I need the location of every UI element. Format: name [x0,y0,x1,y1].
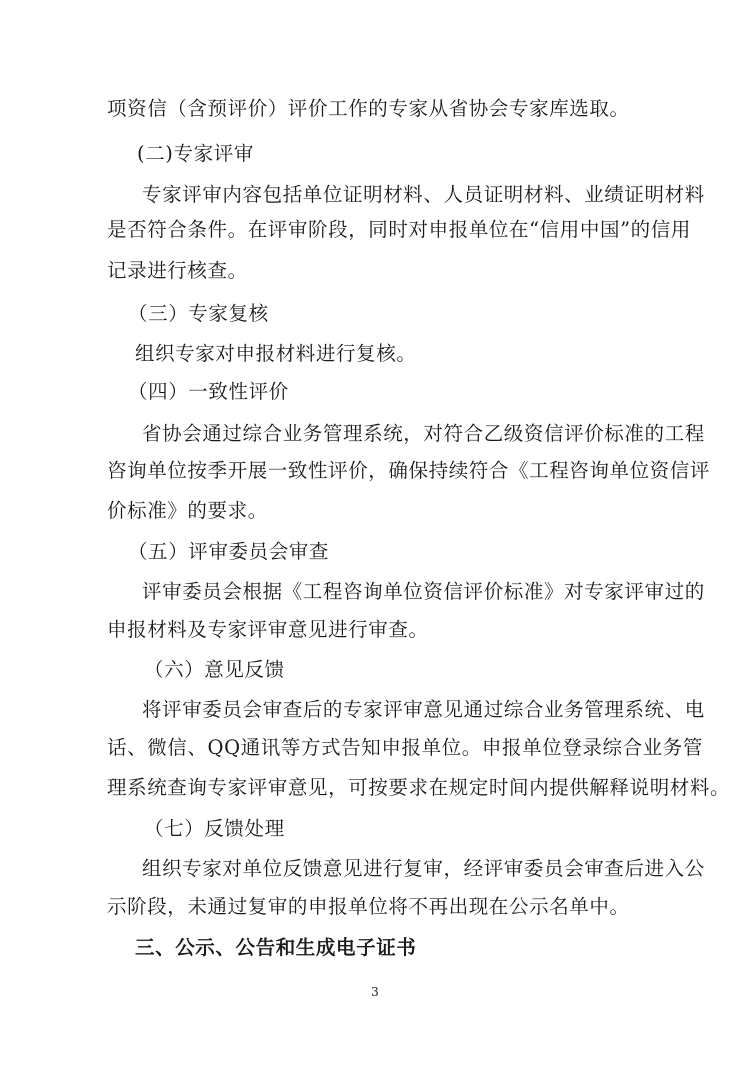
section-heading-6: （六）意见反馈 [144,658,285,681]
paragraph-line: 记录进行核查。 [107,259,248,282]
page-number: 3 [371,985,379,999]
section-heading-3: （三）专家复核 [128,302,269,325]
paragraph-line: 话、微信、QQ通讯等方式告知申报单位。申报单位登录综合业务管 [107,736,703,759]
paragraph-line: 评审委员会根据《工程咨询单位资信评价标准》对专家评审过的 [142,580,705,603]
chapter-heading: 三、公示、公告和生成电子证书 [135,936,417,959]
paragraph-line: 咨询单位按季开展一致性评价，确保持续符合《工程咨询单位资信评 [107,459,711,482]
paragraph-line: 理系统查询专家评审意见，可按要求在规定时间内提供解释说明材料。 [107,776,731,799]
paragraph-line: 是否符合条件。在评审阶段，同时对申报单位在“信用中国”的信用 [107,218,691,241]
paragraph-line: 项资信（含预评价）评价工作的专家从省协会专家库选取。 [107,97,630,120]
paragraph-line: 省协会通过综合业务管理系统，对符合乙级资信评价标准的工程 [142,422,705,445]
paragraph-line: 价标准》的要求。 [107,499,268,522]
paragraph-line: 示阶段，未通过复审的申报单位将不再出现在公示名单中。 [107,895,630,918]
paragraph-line: 专家评审内容包括单位证明材料、人员证明材料、业绩证明材料 [142,183,705,206]
section-heading-5: （五）评审委员会审查 [128,540,330,563]
paragraph-line: 申报材料及专家评审意见进行审查。 [107,618,429,641]
paragraph-line: 将评审委员会审查后的专家评审意见通过综合业务管理系统、电 [142,698,705,721]
section-heading-2: (二)专家评审 [137,142,254,165]
section-heading-7: （七）反馈处理 [144,817,285,840]
paragraph-line: 组织专家对申报材料进行复核。 [135,342,417,365]
paragraph-line: 组织专家对单位反馈意见进行复审，经评审委员会审查后进入公 [142,857,705,880]
section-heading-4: （四）一致性评价 [128,380,289,403]
